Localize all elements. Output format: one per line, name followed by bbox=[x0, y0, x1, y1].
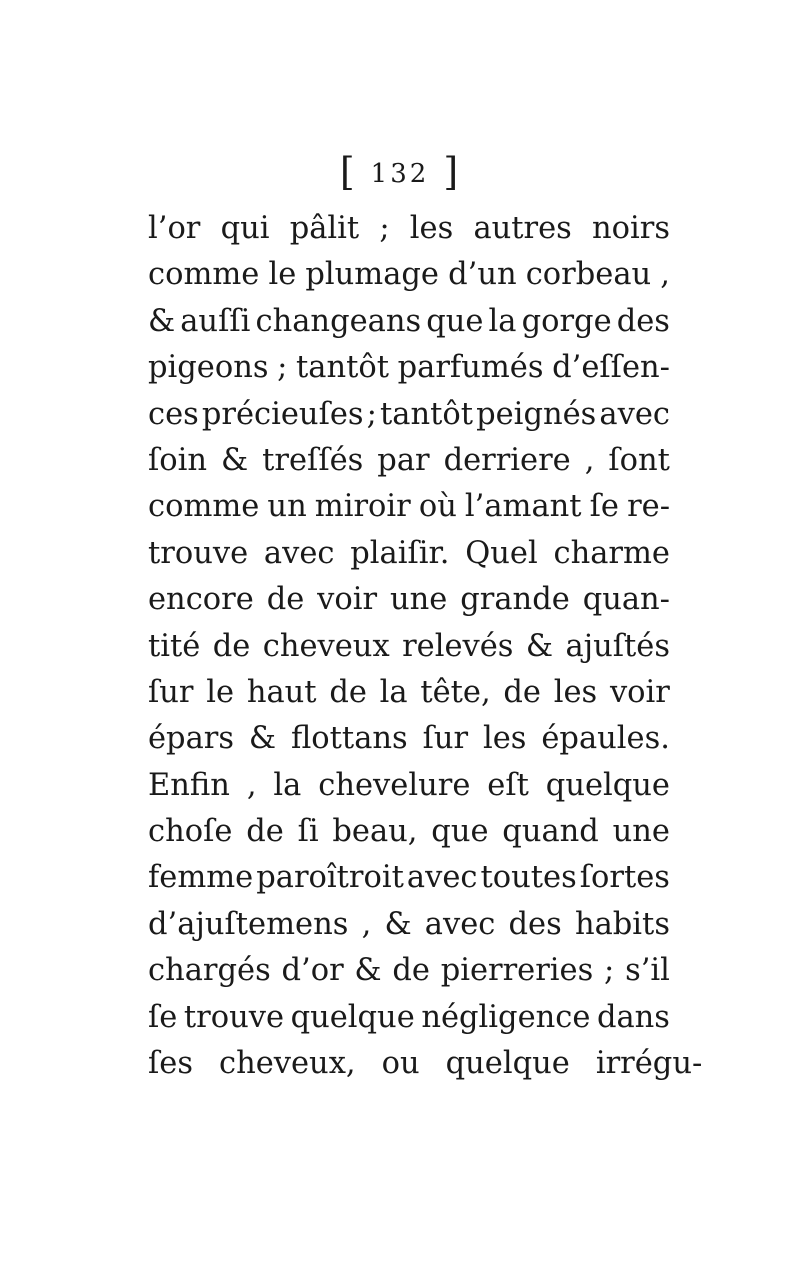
text-line bbox=[148, 484, 670, 530]
word: tête, bbox=[420, 674, 491, 710]
left-bracket: [ bbox=[339, 150, 357, 194]
word: derriere bbox=[443, 442, 571, 478]
word: habits bbox=[574, 906, 670, 942]
word: d’or bbox=[281, 953, 344, 989]
word: d’eſſen- bbox=[552, 350, 670, 386]
word: plaiſir. bbox=[350, 535, 450, 571]
word: l’amant bbox=[464, 489, 582, 525]
word: dans bbox=[596, 999, 670, 1035]
word: femme bbox=[148, 860, 254, 896]
word: quelque bbox=[290, 999, 415, 1035]
word: , bbox=[361, 906, 372, 942]
text-line bbox=[148, 206, 670, 252]
word: Enfin bbox=[148, 767, 230, 803]
word: de bbox=[246, 814, 284, 850]
word: de bbox=[266, 582, 305, 618]
word: d’un bbox=[448, 257, 517, 293]
right-bracket: ] bbox=[443, 150, 461, 194]
word: peignés bbox=[476, 396, 597, 432]
text-line bbox=[148, 252, 670, 298]
text-line bbox=[148, 995, 670, 1041]
word: avec bbox=[263, 535, 335, 571]
word: ſont bbox=[608, 442, 670, 478]
word: changeans bbox=[255, 303, 422, 339]
word: comme bbox=[148, 489, 260, 525]
word: toutes bbox=[480, 860, 577, 896]
word: ; bbox=[277, 350, 288, 386]
word: épaules. bbox=[541, 721, 670, 757]
word: & bbox=[384, 906, 412, 942]
word: noirs bbox=[591, 211, 670, 246]
word: s’il bbox=[625, 953, 670, 989]
word: les bbox=[553, 674, 598, 710]
word: d’ajuſtemens bbox=[148, 906, 349, 942]
word: & bbox=[354, 953, 382, 989]
word: de bbox=[329, 674, 367, 710]
word: & bbox=[148, 303, 176, 339]
word: ſe bbox=[589, 489, 619, 525]
word: trouve bbox=[183, 999, 285, 1035]
word: pâlit bbox=[289, 211, 360, 246]
text-line bbox=[148, 438, 670, 484]
word: chargés bbox=[148, 953, 271, 989]
word: ſe bbox=[148, 999, 178, 1035]
word: flottans bbox=[290, 721, 408, 757]
text-line bbox=[148, 531, 670, 577]
word: voir bbox=[317, 582, 378, 618]
word: la bbox=[273, 767, 302, 803]
word: le bbox=[268, 257, 297, 293]
word: précieuſes bbox=[201, 396, 364, 432]
word: beau, bbox=[332, 814, 418, 850]
text-line bbox=[148, 809, 670, 855]
word: , bbox=[584, 442, 595, 478]
word: de bbox=[212, 628, 251, 664]
page-number: 132 bbox=[370, 159, 430, 189]
word: quand bbox=[502, 814, 599, 850]
word: tantôt bbox=[296, 350, 390, 386]
word: choſe bbox=[148, 814, 233, 850]
text-line bbox=[148, 948, 670, 994]
text-line bbox=[148, 763, 670, 809]
word: avec bbox=[424, 906, 496, 942]
word: la bbox=[488, 303, 517, 339]
word: tité bbox=[148, 628, 201, 664]
word: ſi bbox=[297, 814, 319, 850]
word: une bbox=[390, 582, 448, 618]
word: , bbox=[660, 257, 670, 293]
word: tantôt bbox=[380, 396, 474, 432]
text-line bbox=[148, 577, 670, 623]
word: & bbox=[525, 628, 554, 664]
word: qui bbox=[220, 211, 270, 246]
word: charme bbox=[553, 535, 670, 571]
word: que bbox=[431, 814, 489, 850]
word: la bbox=[379, 674, 408, 710]
word: & bbox=[221, 442, 249, 478]
word: le bbox=[206, 674, 235, 710]
word: voir bbox=[609, 674, 670, 710]
text-line bbox=[148, 1041, 703, 1087]
word: négligence bbox=[421, 999, 591, 1035]
word: ſoin bbox=[148, 442, 208, 478]
word: ſortes bbox=[579, 860, 670, 896]
word: trouve bbox=[148, 535, 249, 571]
text-line bbox=[148, 902, 670, 948]
word: un bbox=[267, 489, 307, 525]
word: grande bbox=[460, 582, 570, 618]
word: paroîtroit bbox=[256, 860, 404, 896]
text-line bbox=[148, 345, 670, 391]
text-line bbox=[148, 670, 670, 716]
word: que bbox=[426, 303, 484, 339]
word: ou bbox=[381, 1046, 420, 1082]
word: ; bbox=[379, 211, 390, 246]
word: , bbox=[246, 767, 257, 803]
word: ; bbox=[604, 953, 615, 989]
word: encore bbox=[148, 582, 254, 618]
word: par bbox=[377, 442, 430, 478]
text-line bbox=[148, 855, 670, 901]
word: auſſi bbox=[180, 303, 251, 339]
word: cheveux, bbox=[219, 1046, 356, 1082]
page-header bbox=[0, 150, 800, 194]
word: relevés bbox=[402, 628, 514, 664]
body-text bbox=[148, 206, 703, 1087]
word: ſur bbox=[148, 674, 194, 710]
word: des bbox=[616, 303, 670, 339]
word: où bbox=[418, 489, 457, 525]
word: des bbox=[508, 906, 562, 942]
word: chevelure bbox=[318, 767, 471, 803]
word: ajuſtés bbox=[565, 628, 670, 664]
word: corbeau bbox=[525, 257, 652, 293]
word: les bbox=[409, 211, 454, 246]
text-line bbox=[148, 716, 670, 762]
word: pierreries bbox=[440, 953, 594, 989]
word: une bbox=[612, 814, 670, 850]
word: eſt bbox=[487, 767, 529, 803]
word: ; bbox=[366, 396, 377, 432]
word: épars bbox=[148, 721, 234, 757]
word: ces bbox=[148, 396, 199, 432]
word: ſes bbox=[148, 1046, 193, 1082]
word: & bbox=[248, 721, 277, 757]
word: parfumés bbox=[397, 350, 544, 386]
word: quelque bbox=[445, 1046, 570, 1082]
text-line bbox=[148, 624, 670, 670]
word: miroir bbox=[314, 489, 411, 525]
word: quan- bbox=[582, 582, 670, 618]
word: avec bbox=[406, 860, 478, 896]
word: cheveux bbox=[262, 628, 390, 664]
word: avec bbox=[599, 396, 670, 432]
text-line bbox=[148, 299, 670, 345]
word: plumage bbox=[305, 257, 439, 293]
word: quelque bbox=[545, 767, 670, 803]
word: les bbox=[483, 721, 527, 757]
word: haut bbox=[246, 674, 317, 710]
word: l’or bbox=[148, 211, 201, 246]
word: treſſés bbox=[262, 442, 364, 478]
word: re- bbox=[627, 489, 670, 525]
text-line bbox=[148, 392, 670, 438]
word: autres bbox=[473, 211, 572, 246]
word: pigeons bbox=[148, 350, 269, 386]
word: Quel bbox=[465, 535, 538, 571]
word: irrégu- bbox=[595, 1046, 703, 1082]
word: comme bbox=[148, 257, 260, 293]
word: de bbox=[392, 953, 430, 989]
word: ſur bbox=[422, 721, 469, 757]
word: de bbox=[503, 674, 541, 710]
word: gorge bbox=[521, 303, 612, 339]
